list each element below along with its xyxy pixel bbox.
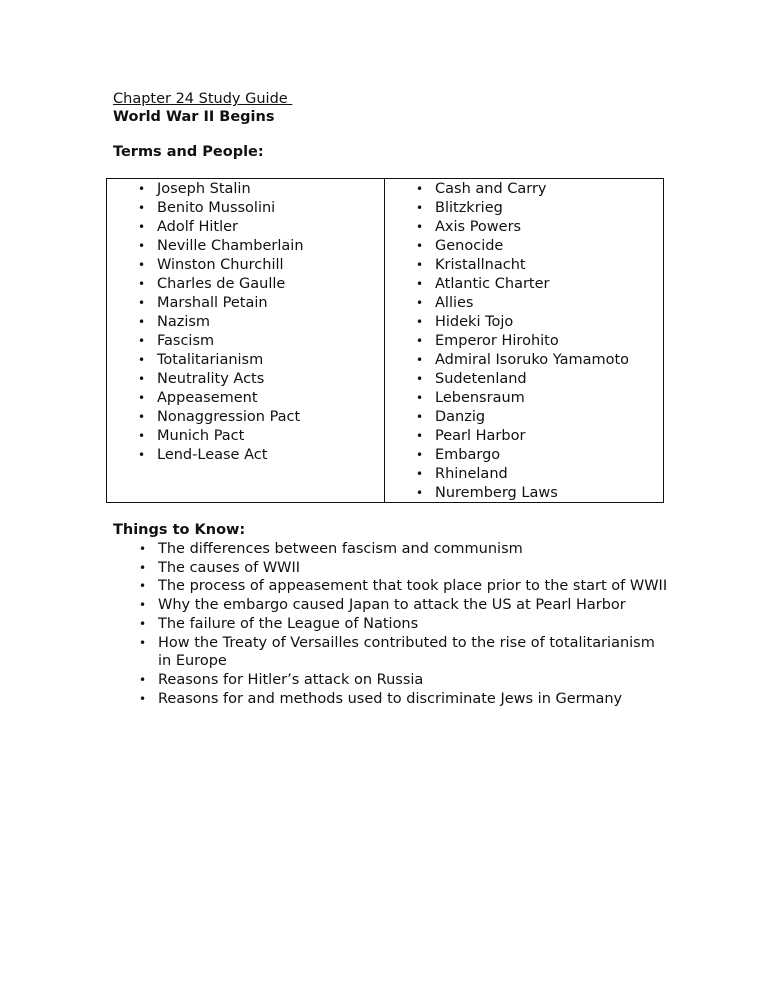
term-list-item — [385, 256, 663, 275]
bullet-icon: • — [416, 486, 424, 500]
bullet-icon: • — [138, 201, 146, 215]
term-list-item-text: Adolf Hitler — [157, 219, 239, 235]
know-list-item — [108, 540, 668, 559]
term-list-item — [107, 275, 384, 294]
term-list-item — [107, 199, 384, 218]
term-list-item-text: Nazism — [157, 314, 211, 330]
bullet-icon: • — [139, 672, 147, 687]
bullet-icon: • — [416, 448, 424, 462]
term-list-item-text: Kristallnacht — [435, 257, 526, 273]
bullet-icon: • — [139, 560, 147, 575]
terms-right-list — [385, 180, 663, 503]
term-list-item-text: Genocide — [435, 238, 504, 254]
term-list-item-text: Munich Pact — [157, 428, 245, 444]
know-list-item-text: Reasons for and methods used to discriminate Jews in Germany — [158, 690, 623, 707]
know-list-item-text: The failure of the League of Nations — [158, 615, 419, 632]
term-list-item-text: Emperor Hirohito — [435, 333, 559, 349]
bullet-icon: • — [416, 467, 424, 481]
term-list-item-text: Admiral Isoruko Yamamoto — [435, 352, 630, 368]
term-list-item-text: Danzig — [435, 409, 486, 425]
know-list-item-text: The differences between fascism and communism — [158, 541, 523, 557]
term-list-item — [107, 218, 384, 237]
know-list-item — [108, 690, 668, 709]
term-list-item — [107, 351, 384, 370]
bullet-icon: • — [138, 448, 146, 462]
document-subtitle: World War II Begins — [113, 109, 275, 125]
term-list-item — [107, 446, 384, 465]
know-list-item-text: The process of appeasement that took place prior to the start of WWII — [158, 578, 668, 595]
term-list-item-text: Marshall Petain — [157, 295, 268, 311]
term-list-item-text: Hideki Tojo — [435, 314, 514, 330]
term-list-item-text: Lebensraum — [435, 390, 525, 406]
term-list-item — [385, 408, 663, 427]
term-list-item — [385, 370, 663, 389]
bullet-icon: • — [416, 315, 424, 329]
term-list-item — [385, 294, 663, 313]
term-list-item — [107, 408, 384, 427]
know-list-item — [108, 634, 668, 671]
term-list-item — [107, 180, 384, 199]
term-list-item-text: Cash and Carry — [435, 181, 547, 197]
term-list-item-text: Axis Powers — [435, 219, 522, 235]
term-list-item — [385, 275, 663, 294]
know-list-item — [108, 559, 668, 578]
bullet-icon: • — [139, 579, 147, 594]
term-list-item-text: Benito Mussolini — [157, 200, 276, 216]
bullet-icon: • — [416, 258, 424, 272]
term-list-item — [107, 389, 384, 408]
know-list-item-text: How the Treaty of Versailles contributed to the rise of totalitarianism in Europe — [158, 634, 655, 670]
know-list-item — [108, 577, 668, 596]
term-list-item-text: Nuremberg Laws — [435, 485, 558, 501]
terms-right-column — [385, 179, 663, 502]
bullet-icon: • — [138, 315, 146, 329]
bullet-icon: • — [416, 220, 424, 234]
bullet-icon: • — [138, 239, 146, 253]
bullet-icon: • — [416, 334, 424, 348]
know-list-item — [108, 596, 668, 615]
things-to-know-heading: Things to Know: — [113, 522, 246, 538]
bullet-icon: • — [138, 220, 146, 234]
term-list-item — [385, 332, 663, 351]
bullet-icon: • — [138, 372, 146, 386]
term-list-item — [385, 446, 663, 465]
bullet-icon: • — [138, 258, 146, 272]
term-list-item-text: Neville Chamberlain — [157, 238, 304, 254]
terms-left-list — [107, 180, 384, 465]
term-list-item-text: Blitzkrieg — [435, 200, 503, 216]
bullet-icon: • — [416, 353, 424, 367]
term-list-item — [385, 180, 663, 199]
term-list-item — [385, 484, 663, 503]
terms-left-column — [107, 179, 385, 502]
term-list-item — [107, 256, 384, 275]
term-list-item-text: Joseph Stalin — [157, 181, 251, 197]
bullet-icon: • — [139, 691, 147, 706]
terms-table — [106, 178, 664, 503]
bullet-icon: • — [416, 277, 424, 291]
term-list-item-text: Sudetenland — [435, 371, 527, 387]
term-list-item — [107, 370, 384, 389]
term-list-item — [385, 313, 663, 332]
bullet-icon: • — [416, 182, 424, 196]
term-list-item — [385, 199, 663, 218]
bullet-icon: • — [139, 635, 147, 650]
bullet-icon: • — [138, 296, 146, 310]
term-list-item — [385, 465, 663, 484]
bullet-icon: • — [416, 372, 424, 386]
bullet-icon: • — [138, 353, 146, 367]
term-list-item-text: Fascism — [157, 333, 215, 349]
term-list-item — [107, 237, 384, 256]
bullet-icon: • — [416, 410, 424, 424]
terms-heading: Terms and People: — [113, 144, 264, 160]
term-list-item-text: Embargo — [435, 447, 501, 463]
term-list-item — [385, 218, 663, 237]
term-list-item-text: Pearl Harbor — [435, 428, 526, 444]
term-list-item-text: Totalitarianism — [157, 352, 264, 368]
term-list-item-text: Atlantic Charter — [435, 276, 550, 292]
bullet-icon: • — [138, 429, 146, 443]
term-list-item-text: Rhineland — [435, 466, 508, 482]
term-list-item — [385, 237, 663, 256]
term-list-item — [107, 294, 384, 313]
term-list-item — [107, 427, 384, 446]
bullet-icon: • — [138, 410, 146, 424]
term-list-item — [385, 389, 663, 408]
bullet-icon: • — [138, 277, 146, 291]
term-list-item — [107, 332, 384, 351]
bullet-icon: • — [139, 616, 147, 631]
know-list-item-text: The causes of WWII — [158, 559, 301, 576]
term-list-item — [107, 313, 384, 332]
things-to-know-list — [108, 540, 668, 708]
know-list-item-text: Reasons for Hitler’s attack on Russia — [158, 671, 424, 688]
bullet-icon: • — [416, 239, 424, 253]
term-list-item-text: Lend-Lease Act — [157, 447, 268, 463]
bullet-icon: • — [138, 182, 146, 196]
term-list-item-text: Winston Churchill — [157, 257, 284, 273]
term-list-item-text: Charles de Gaulle — [157, 276, 286, 292]
bullet-icon: • — [139, 598, 147, 613]
term-list-item-text: Allies — [435, 295, 474, 311]
bullet-icon: • — [416, 296, 424, 310]
term-list-item-text: Appeasement — [157, 390, 258, 406]
know-list-item — [108, 615, 668, 634]
bullet-icon: • — [416, 429, 424, 443]
know-list-item — [108, 671, 668, 690]
term-list-item-text: Nonaggression Pact — [157, 409, 301, 425]
term-list-item — [385, 351, 663, 370]
bullet-icon: • — [139, 542, 147, 556]
bullet-icon: • — [138, 391, 146, 405]
bullet-icon: • — [138, 334, 146, 348]
document-title: Chapter 24 Study Guide — [113, 91, 293, 107]
bullet-icon: • — [416, 201, 424, 215]
know-list-item-text: Why the embargo caused Japan to attack the US at Pearl Harbor — [158, 597, 626, 614]
bullet-icon: • — [416, 391, 424, 405]
term-list-item-text: Neutrality Acts — [157, 371, 265, 387]
term-list-item — [385, 427, 663, 446]
